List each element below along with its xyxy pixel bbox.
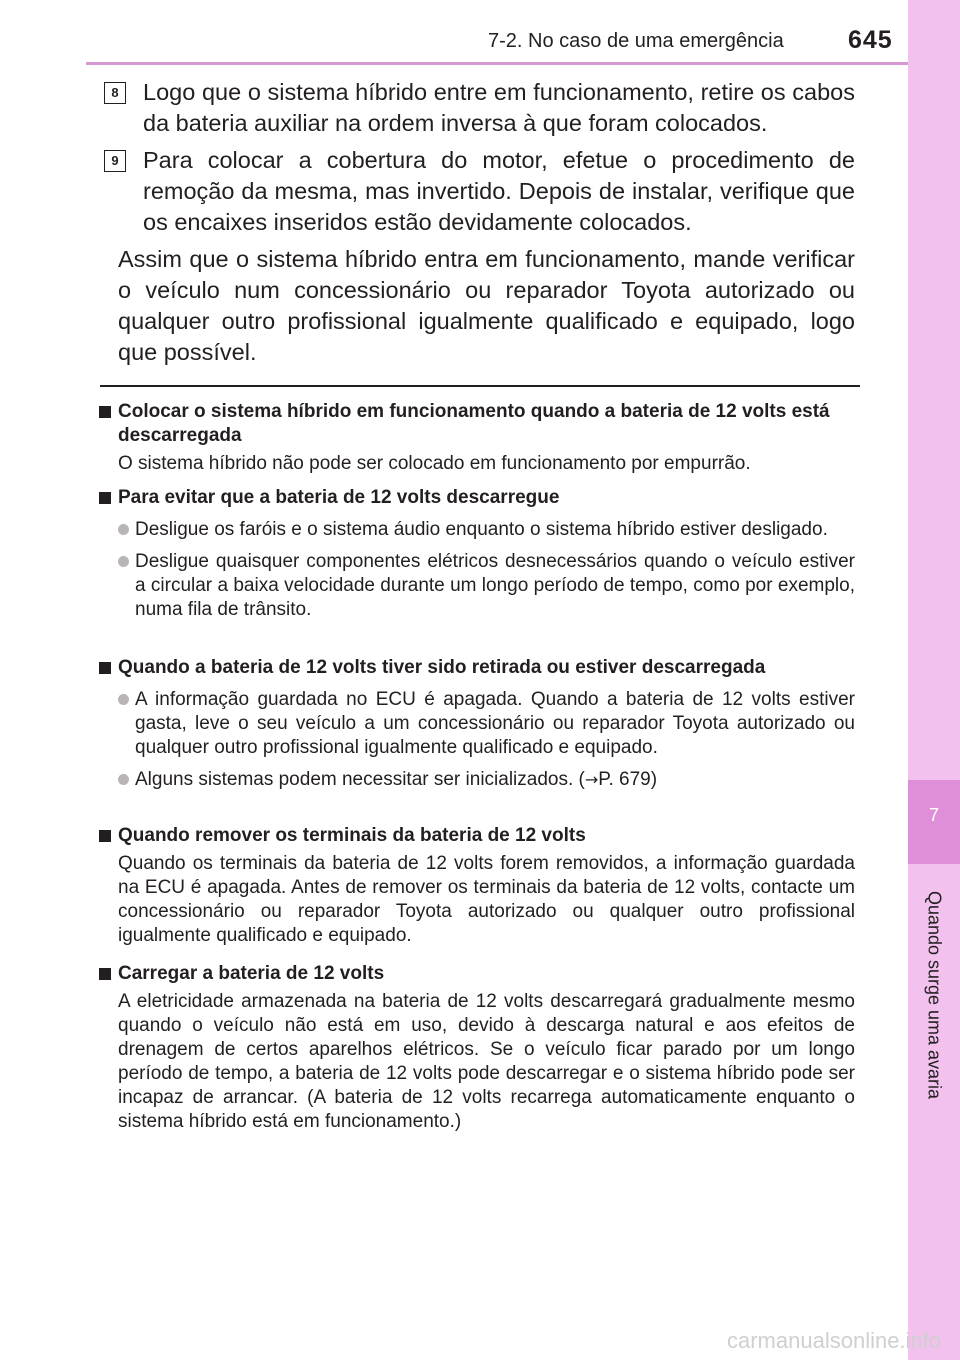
round-bullet-icon — [118, 774, 129, 785]
note-heading: Quando remover os terminais da bateria de 12 volts — [118, 825, 586, 846]
note-body: Quando os terminais da bateria de 12 volts forem removidos, a informação guardada na ECU é apagada. Antes de remover os terminais da bateria de 12 volts, contacte um concessionário ou reparador Toyota autorizado ou qualquer outro profissional igualmente qualificado e equipado. — [118, 853, 855, 946]
note-body: A eletricidade armazenada na bateria de 12 volts descarregará gradualmente mesmo quando o veículo não está em uso, devido à descarga natural e aos efeitos de drenagem de certos aparelhos elétricos. Se o veículo ficar parado por um longo período de tempo, a bateria de 12 volts pode descarregar e o sistema híbrido pode ser incapaz de arrancar. (A bateria de 12 volts recarrega automaticamente enquanto o sistema híbrido está em funcionamento.) — [118, 991, 855, 1132]
note-heading: Carregar a bateria de 12 volts — [118, 963, 385, 984]
chapter-number: 7 — [928, 805, 939, 825]
note-heading: Para evitar que a bateria de 12 volts descarregue — [118, 487, 560, 508]
round-bullet-icon — [118, 694, 129, 705]
section-divider — [100, 385, 860, 387]
square-bullet-icon — [99, 406, 111, 418]
note-heading: Colocar o sistema híbrido em funcionamento quando a bateria de 12 volts está descarregada — [118, 401, 830, 446]
list-item: Desligue os faróis e o sistema áudio enquanto o sistema híbrido estiver desligado. — [118, 518, 855, 542]
note-battery-removed — [99, 656, 855, 792]
step-text-8: Logo que o sistema híbrido entre em funcionamento, retire os cabos da bateria auxiliar na ordem inversa à que foram colocados. — [143, 79, 855, 136]
step-text-9: Para colocar a cobertura do motor, efetue o procedimento de remoção da mesma, mas invertido. Depois de instalar, verifique que os encaixes inseridos estão devidamente colocados. — [143, 147, 855, 235]
page-number: 645 — [848, 26, 893, 54]
note-heading: Quando a bateria de 12 volts tiver sido retirada ou estiver descarregada — [118, 657, 766, 678]
step-badge-8: 8 — [104, 82, 126, 104]
round-bullet-icon — [118, 556, 129, 567]
note-remove-terminals — [99, 824, 855, 948]
note-prevent-discharge — [99, 486, 855, 622]
note-body: O sistema híbrido não pode ser colocado em funcionamento por empurrão. — [118, 453, 751, 474]
header-divider — [86, 62, 908, 65]
list-item: Alguns sistemas podem necessitar ser inicializados. (→P. 679) — [118, 768, 855, 792]
page-reference[interactable]: P. 679) — [598, 769, 658, 790]
section-title: 7-2. No caso de uma emergência — [488, 30, 784, 52]
list-item: Desligue quaisquer componentes elétricos desnecessários quando o veículo estiver a circular a baixa velocidade durante um longo período de tempo, como por exemplo, numa fila de trânsito. — [118, 550, 855, 622]
square-bullet-icon — [99, 830, 111, 842]
step-badge-9: 9 — [104, 150, 126, 172]
chapter-title: Quando surge uma avaria — [924, 890, 945, 1100]
note-hybrid-start — [99, 400, 855, 476]
chapter-side-tab — [908, 0, 960, 1360]
note-charge-battery — [99, 962, 855, 1134]
list-item: A informação guardada no ECU é apagada. Quando a bateria de 12 volts estiver gasta, leve o seu veículo a um concessionário ou reparador Toyota autorizado ou qualquer outro profissional igualmente qualificado e equipado. — [118, 688, 855, 760]
watermark-text: carmanualsonline.info — [727, 1328, 942, 1353]
square-bullet-icon — [99, 968, 111, 980]
arrow-right-icon: → — [584, 770, 599, 789]
square-bullet-icon — [99, 492, 111, 504]
round-bullet-icon — [118, 524, 129, 535]
square-bullet-icon — [99, 662, 111, 674]
intro-paragraph: Assim que o sistema híbrido entra em funcionamento, mande verificar o veículo num concessionário ou reparador Toyota autorizado ou qualquer outro profissional igualmente qualificado e equipado, logo que possível. — [118, 246, 855, 365]
